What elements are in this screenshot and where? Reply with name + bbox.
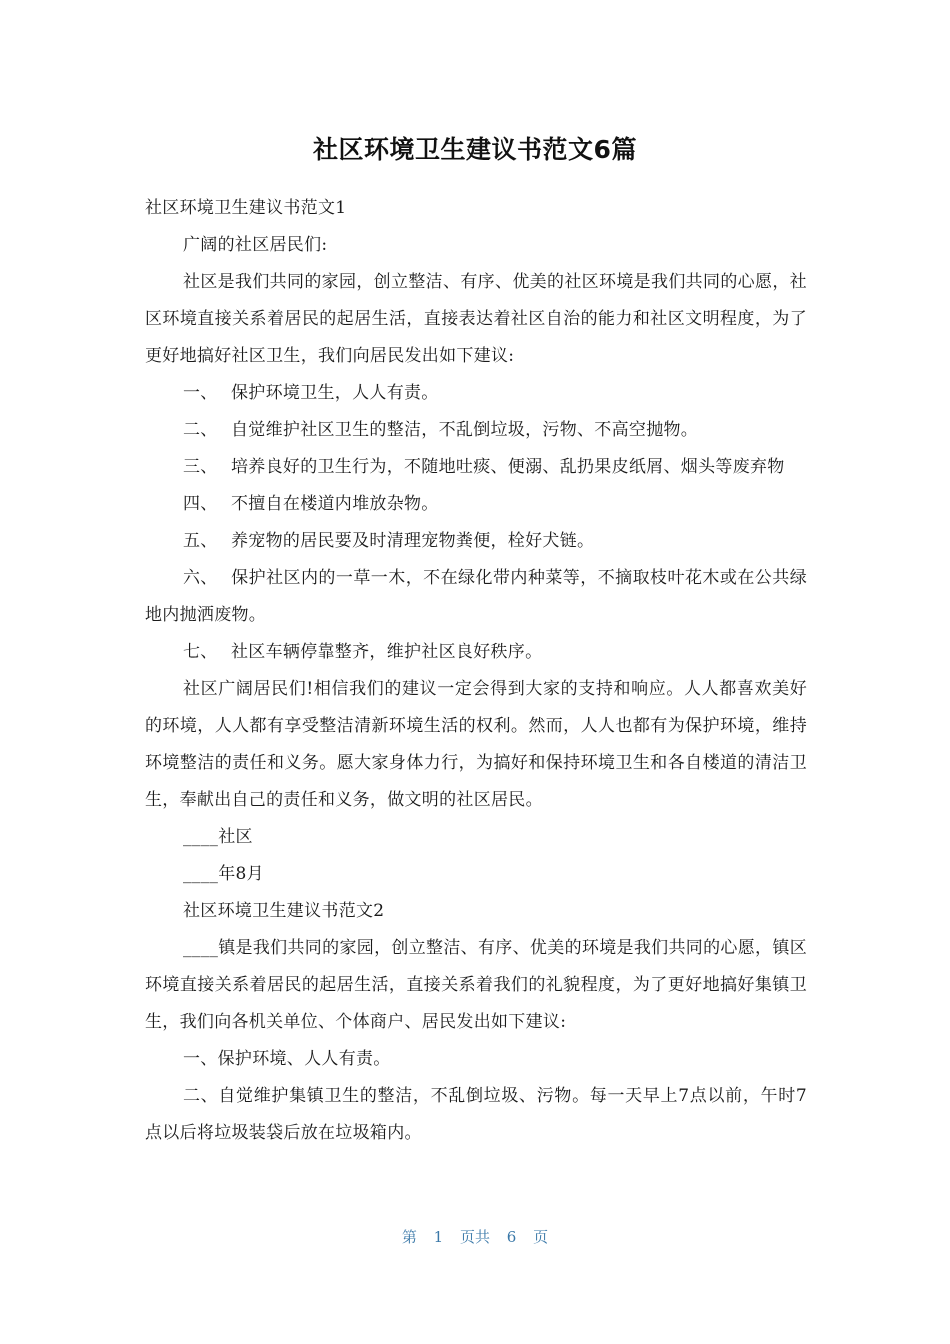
- paragraph-text: ____社区: [183, 827, 253, 847]
- paragraph: [145, 264, 807, 375]
- paragraph-text: 社区广阔居民们!相信我们的建议一定会得到大家的支持和响应。人人都喜欢美好的环境，人人都有享受整洁清新环境生活的权利。然而，人人也都有为保护环境，维持环境整洁的责任和义务。愿大家身体力行，为搞好和保持环境卫生和各自楼道的清洁卫生，奉献出自己的责任和义务，做文明的社区居民。: [145, 679, 807, 810]
- paragraph: [145, 819, 807, 856]
- footer-page-suffix: 页: [533, 1228, 549, 1246]
- paragraph: [145, 1041, 807, 1078]
- document-title: 社区环境卫生建议书范文6篇: [313, 135, 637, 164]
- list-number: 二、: [183, 420, 218, 440]
- paragraph-text: 社区环境卫生建议书范文1: [145, 198, 347, 218]
- paragraph-text: 社区是我们共同的家园，创立整洁、有序、优美的社区环境是我们共同的心愿，社区环境直接关系着居民的起居生活，直接表达着社区自治的能力和社区文明程度，为了更好地搞好社区卫生，我们向居民发出如下建议:: [145, 272, 807, 366]
- paragraph-text: 自觉维护社区卫生的整洁，不乱倒垃圾，污物、不高空抛物。: [231, 420, 699, 440]
- paragraph-text: 不擅自在楼道内堆放杂物。: [231, 494, 439, 514]
- footer-page-total: 6: [506, 1228, 517, 1246]
- paragraph-text: 保护社区内的一草一木，不在绿化带内种菜等，不摘取枝叶花木或在公共绿地内抛洒废物。: [145, 568, 807, 625]
- paragraph-text: ____镇是我们共同的家园，创立整洁、有序、优美的环境是我们共同的心愿，镇区环境直接关系着居民的起居生活，直接关系着我们的礼貌程度，为了更好地搞好集镇卫生，我们向各机关单位、个体商户、居民发出如下建议:: [145, 938, 807, 1032]
- paragraph: [145, 671, 807, 819]
- paragraph: [145, 449, 807, 486]
- paragraph-text: 保护环境卫生，人人有责。: [231, 383, 439, 403]
- footer-page-prefix: 第: [401, 1228, 417, 1246]
- footer-page-middle: 页共: [459, 1228, 490, 1246]
- page-footer: [0, 1226, 950, 1247]
- list-number: 六、: [183, 568, 218, 588]
- paragraph: [145, 190, 807, 227]
- paragraph: [145, 375, 807, 412]
- paragraph-text: 二、自觉维护集镇卫生的整洁，不乱倒垃圾、污物。每一天早上7点以前，午时7点以后将垃圾装袋后放在垃圾箱内。: [145, 1086, 807, 1143]
- list-number: 三、: [183, 457, 218, 477]
- paragraph: [145, 930, 807, 1041]
- paragraph: [145, 486, 807, 523]
- paragraph-text: 社区车辆停靠整齐，维护社区良好秩序。: [231, 642, 543, 662]
- paragraph: [145, 634, 807, 671]
- paragraph-text: 培养良好的卫生行为，不随地吐痰、便溺、乱扔果皮纸屑、烟头等废弃物: [231, 457, 785, 477]
- paragraph-text: 广阔的社区居民们:: [183, 235, 328, 255]
- paragraph-text: 养宠物的居民要及时清理宠物粪便，栓好犬链。: [231, 531, 595, 551]
- paragraph: [145, 1078, 807, 1152]
- list-number: 五、: [183, 531, 218, 551]
- paragraph-text: ____年8月: [183, 864, 264, 884]
- paragraph: [145, 412, 807, 449]
- footer-page-current: 1: [433, 1228, 444, 1246]
- list-number: 一、: [183, 383, 218, 403]
- list-number: 七、: [183, 642, 218, 662]
- document-body: [145, 190, 807, 1152]
- paragraph-text: 社区环境卫生建议书范文2: [183, 901, 385, 921]
- paragraph: [145, 893, 807, 930]
- list-number: 四、: [183, 494, 218, 514]
- paragraph: [145, 523, 807, 560]
- paragraph-text: 一、保护环境、人人有责。: [183, 1049, 391, 1069]
- paragraph: [145, 560, 807, 634]
- paragraph: [145, 227, 807, 264]
- paragraph: [145, 856, 807, 893]
